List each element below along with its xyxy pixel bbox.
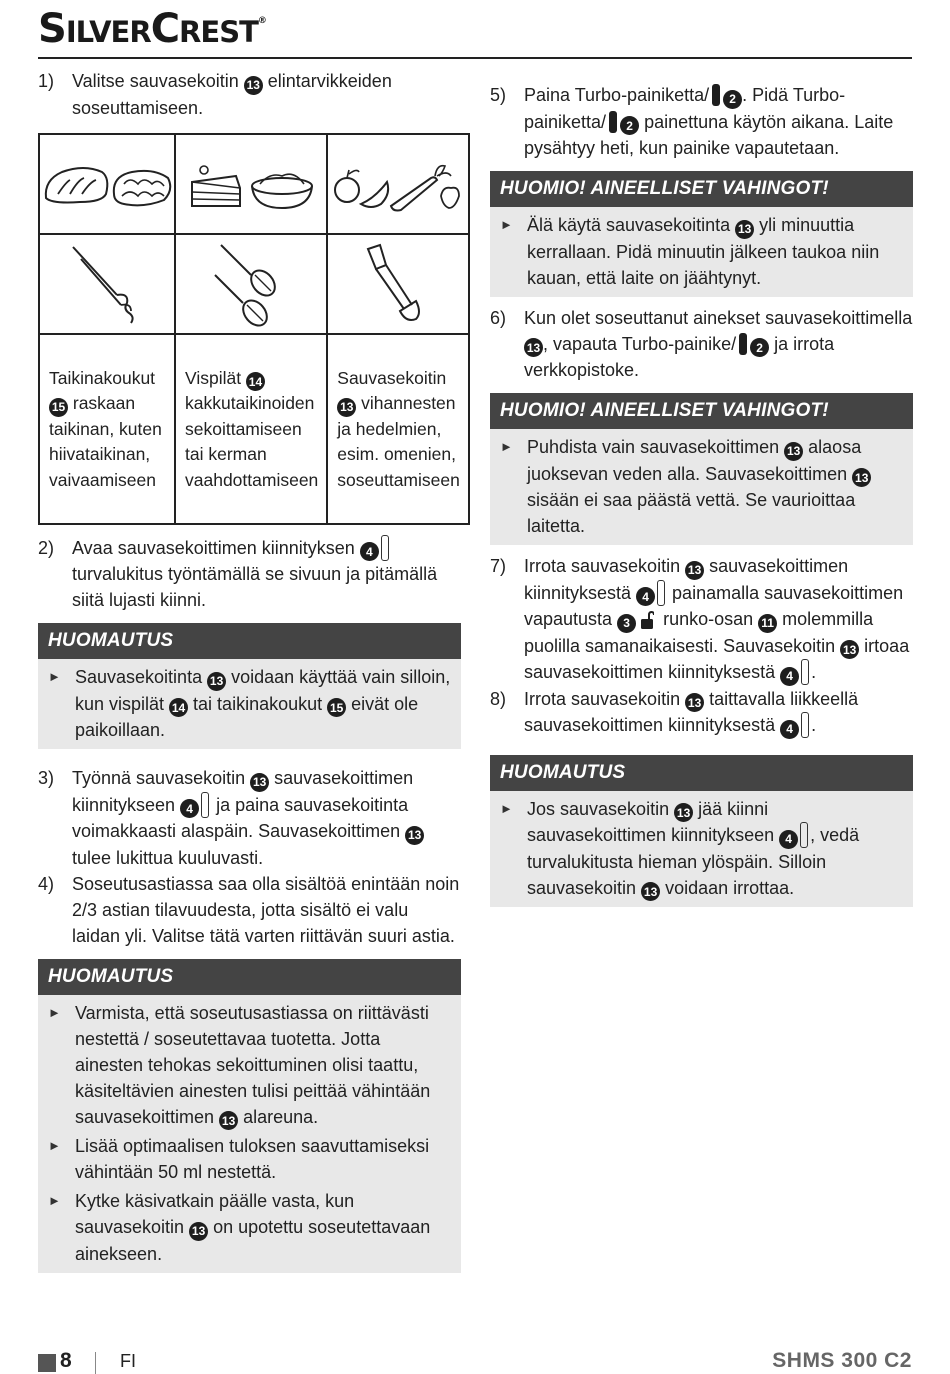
table-cell-shaft [327, 234, 469, 334]
text-span: yli minuuttia kerrallaan. Pidä minuutin jälkeen taukoa niin kauan, että laite on jäähtynyt. [527, 215, 880, 288]
triangle-right-icon: ► [48, 1193, 61, 1208]
part-number-badge: 13 [189, 1222, 208, 1241]
cream-bowl-icon [252, 174, 312, 208]
text-span: 3) [38, 768, 55, 788]
text-span: raskaan taikinan, kuten hiivataikinan, vaivaamiseen [49, 393, 162, 490]
part-number-badge: 4 [180, 799, 199, 818]
text-span: . Pidä Turbo-painiketta/ [524, 85, 846, 132]
text-span: Sauvasekoitinta [75, 667, 208, 687]
text-span: , vedä turvalukitusta hieman ylöspäin. Silloin sauvasekoitin [527, 825, 860, 898]
part-number-badge: 13 [207, 672, 226, 691]
part-number-badge: 13 [784, 442, 803, 461]
table-cell-whisks [175, 234, 327, 334]
text-span: ILVER [65, 15, 151, 49]
text-span: Kun olet soseuttanut ainekset sauvasekoittimella [524, 307, 913, 328]
table-cell-bread [39, 134, 175, 234]
text-span: 6) [490, 307, 507, 328]
part-number-badge: 13 [685, 561, 704, 580]
step-1 [38, 68, 461, 121]
bread-icon [40, 154, 174, 214]
part-number-badge: 11 [758, 614, 777, 633]
part-number-badge: 3 [617, 614, 636, 633]
warning-title: HUOMIO! AINEELLISET VAHINGOT! [490, 171, 913, 207]
text-span: Paina Turbo-painiketta/ [524, 85, 710, 105]
note-box-2 [38, 959, 461, 1273]
text-span: 4) [38, 873, 55, 894]
text-span: elintarvikkeiden soseuttamiseen. [72, 71, 392, 118]
text-span: voidaan irrottaa. [660, 877, 795, 898]
note-box-1 [38, 623, 461, 749]
text-span: Älä käytä sauvasekoitinta [527, 215, 736, 235]
blender-attachment-icon [381, 535, 389, 561]
note-title: HUOMAUTUS [38, 959, 461, 995]
triangle-right-icon: ► [500, 800, 513, 816]
part-number-badge: 4 [636, 587, 655, 606]
note-item [48, 1000, 451, 1131]
model-number: SHMS 300 C2 [772, 1349, 912, 1372]
note-item [48, 664, 451, 743]
text-span: turvalukitus työntämällä se sivuun ja pitämällä siitä lujasti kiinni. [72, 564, 438, 610]
step-6 [490, 305, 913, 384]
text-span: ja irrota verkkopistoke. [524, 333, 835, 380]
triangle-right-icon: ► [500, 217, 513, 232]
text-span: . [811, 715, 817, 735]
table-text-hooks [39, 334, 175, 524]
warning-box-1 [490, 171, 913, 297]
text-span: Jos sauvasekoitin [527, 798, 675, 819]
blender-attachment-icon [201, 792, 209, 818]
step-5 [490, 82, 913, 161]
table-text-whisks [175, 334, 327, 524]
text-span: S [38, 6, 66, 52]
text-span: Valitse sauvasekoitin [72, 71, 244, 91]
turbo-button-icon [739, 333, 747, 355]
text-span: Vispilät [185, 367, 246, 388]
part-number-badge: 13 [405, 826, 424, 845]
text-span: Varmista, että soseutusastiassa on riittävästi nestettä / soseutettavaa tuotetta. Jotta ainesten tehokas sekoittuminen olisi taattu, käsiteltävien ainesten tulisi peittää vähintään sauvasekoittimen [75, 1002, 431, 1127]
table-cell-hooks [39, 234, 175, 334]
attachment-table [38, 133, 470, 525]
part-number-badge: 13 [244, 76, 263, 95]
language-code: FI [120, 1351, 136, 1371]
note-title: HUOMAUTUS [38, 623, 461, 659]
step-4 [38, 871, 461, 949]
text-span: eivät ole paikoillaan. [75, 693, 419, 740]
braided-bread-icon [114, 170, 170, 204]
blender-shaft-icon [358, 239, 438, 329]
text-span: kakkutaikinoiden sekoittamiseen tai kerman vaahdottamiseen [185, 393, 319, 490]
part-number-badge: 15 [327, 698, 346, 717]
text-span: irtoaa sauvasekoittimen kiinnityksestä [524, 635, 910, 682]
text-span: tulee lukittua kuuluvasti. [72, 847, 264, 868]
text-span: on upotettu soseutettavaan ainekseen. [75, 1217, 431, 1264]
text-span: REST [179, 15, 258, 49]
text-span: tai taikinakoukut [188, 693, 328, 714]
step-7 [490, 553, 913, 686]
step-8 [490, 686, 913, 739]
text-span: 8) [490, 688, 507, 709]
step-2 [38, 535, 461, 614]
text-span: taittavalla liikkeellä sauvasekoittimen kiinnityksestä [524, 688, 859, 735]
footer-separator [95, 1352, 96, 1374]
note-title: HUOMAUTUS [490, 755, 913, 791]
note-item [500, 796, 903, 902]
text-span: painamalla sauvasekoittimen vapautusta [524, 582, 904, 629]
triangle-right-icon: ► [48, 1004, 61, 1020]
footer-square [38, 1354, 56, 1372]
text-span: 2) [38, 537, 55, 558]
text-span: Lisää optimaalisen tuloksen saavuttamiseksi vähintään 50 ml nestettä. [75, 1136, 430, 1182]
text-span: alaosa juoksevan veden alla. Sauvasekoittimen [527, 437, 862, 484]
text-span: Irrota sauvasekoitin [524, 688, 686, 709]
part-number-badge: 15 [49, 398, 68, 417]
left-column [38, 68, 461, 1273]
note-item [500, 434, 903, 539]
triangle-right-icon: ► [48, 1138, 61, 1153]
part-number-badge: 13 [735, 220, 754, 239]
fruit-vegetables-icon [331, 154, 465, 214]
part-number-badge: 13 [852, 468, 871, 487]
text-span: 1) [38, 71, 55, 91]
text-span: sisään ei saa päästä vettä. Se vaurioittaa laitetta. [527, 490, 856, 536]
text-span: Irrota sauvasekoitin [524, 556, 686, 576]
warning-title: HUOMIO! AINEELLISET VAHINGOT! [490, 393, 913, 429]
step-3 [38, 765, 461, 871]
text-span: jää kiinni sauvasekoittimen kiinnitykseen [527, 798, 780, 845]
text-span: , vapauta Turbo-painike/ [543, 333, 737, 354]
text-span: C [150, 6, 180, 52]
note-item [48, 1188, 451, 1267]
text-span: . [811, 662, 817, 682]
text-span: Taikinakoukut [49, 367, 156, 388]
table-cell-produce [327, 134, 469, 234]
brand-logo [38, 6, 266, 52]
text-span: Avaa sauvasekoittimen kiinnityksen [72, 537, 360, 558]
part-number-badge: 13 [524, 338, 543, 357]
table-text-shaft [327, 334, 469, 524]
whisks-icon [211, 241, 291, 327]
part-number-badge: 2 [620, 116, 639, 135]
part-number-badge: 13 [685, 693, 704, 712]
note-item [500, 212, 903, 291]
turbo-button-icon [712, 84, 720, 106]
part-number-badge: 13 [337, 398, 356, 417]
blender-attachment-icon [657, 580, 665, 606]
triangle-right-icon: ► [48, 669, 61, 684]
text-span: ® [257, 16, 266, 26]
text-span: Kytke käsivatkain päälle vasta, kun sauvasekoitin [75, 1191, 355, 1237]
part-number-badge: 13 [674, 803, 693, 822]
part-number-badge: 2 [750, 338, 769, 357]
text-span: ja paina sauvasekoitinta voimakkaasti alaspäin. Sauvasekoittimen [72, 794, 409, 841]
part-number-badge: 13 [840, 640, 859, 659]
page-footer [38, 1348, 912, 1374]
blender-attachment-icon [801, 659, 809, 685]
text-span: 5) [490, 85, 507, 105]
part-number-badge: 14 [246, 372, 265, 391]
warning-box-2 [490, 393, 913, 545]
text-span: Työnnä sauvasekoitin [72, 768, 251, 788]
text-span: molemmilla puolilla samanaikaisesti. Sauvasekoitin [524, 609, 874, 656]
text-span: Soseutusastiassa saa olla sisältöä enintään noin 2/3 astian tilavuudesta, jotta sisältö ei valu laidan yli. Valitse tätä varten riittävän suuri astia. [72, 873, 460, 946]
header-rule [38, 57, 912, 59]
part-number-badge: 4 [360, 542, 379, 561]
text-span: sauvasekoittimen kiinnityksestä [524, 556, 849, 603]
part-number-badge: 4 [780, 667, 799, 686]
text-span: painettuna käytön aikana. Laite pysähtyy heti, kun painike vapautetaan. [524, 111, 894, 158]
table-cell-cake [175, 134, 327, 234]
triangle-right-icon: ► [500, 439, 513, 454]
part-number-badge: 13 [641, 882, 660, 901]
text-span: runko-osan [658, 609, 759, 629]
text-span: Puhdista vain sauvasekoittimen [527, 437, 785, 457]
text-span: vihannesten ja hedelmien, esim. omenien, soseuttamiseen [337, 393, 460, 490]
note-item [48, 1133, 451, 1185]
unlock-icon [640, 611, 654, 629]
right-column [490, 82, 913, 907]
part-number-badge: 13 [250, 773, 269, 792]
part-number-badge: 2 [723, 90, 742, 109]
text-span: sauvasekoittimen kiinnitykseen [72, 768, 414, 815]
text-span: alareuna. [238, 1106, 319, 1127]
part-number-badge: 4 [780, 720, 799, 739]
part-number-badge: 4 [779, 830, 798, 849]
part-number-badge: 14 [169, 698, 188, 717]
text-span: voidaan käyttää vain silloin, kun vispilät [75, 667, 451, 714]
text-span: Sauvasekoitin [337, 367, 447, 388]
dough-hooks-icon [67, 241, 147, 327]
blender-attachment-icon [801, 712, 809, 738]
note-box-3 [490, 755, 913, 908]
turbo-button-icon [609, 111, 617, 133]
part-number-badge: 13 [219, 1111, 238, 1130]
cake-slice-icon [184, 154, 318, 214]
text-span: 7) [490, 556, 507, 576]
blender-attachment-icon [800, 822, 808, 848]
page-number: 8 [60, 1349, 72, 1372]
